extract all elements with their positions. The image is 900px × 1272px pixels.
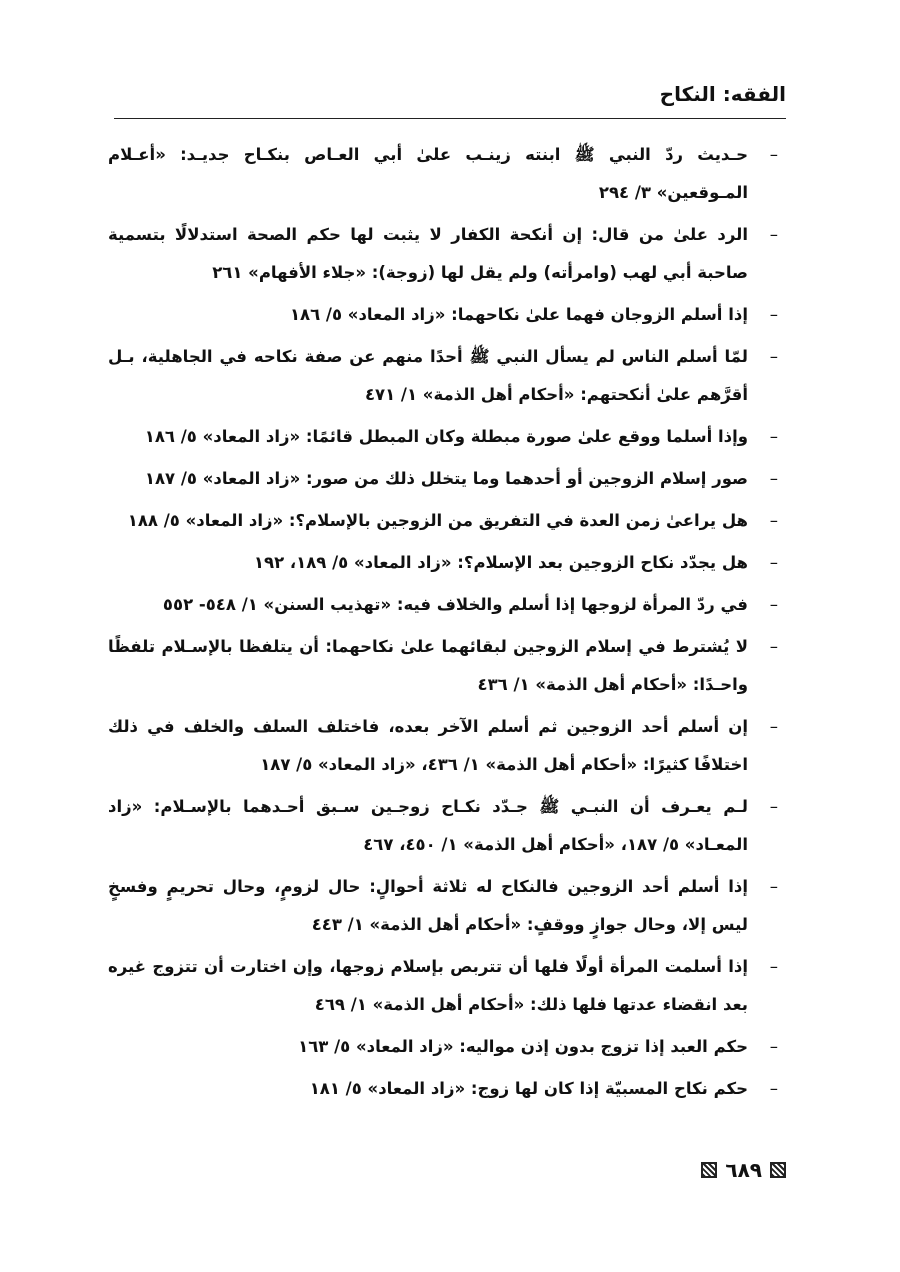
index-entry bbox=[108, 628, 778, 704]
index-entry-list bbox=[108, 136, 778, 1112]
entry-text: إذا أسلمت المرأة أولًا فلها أن تتربص بإسلام زوجها، وإن اختارت أن تتزوج غيره بعد انقضاء عدتها فلها ذلك: «أحكام أهل الذمة» ١/ ٤٦٩ bbox=[108, 957, 748, 1014]
bullet-dash: – bbox=[769, 469, 778, 488]
index-entry bbox=[108, 708, 778, 784]
entry-text: في ردّ المرأة لزوجها إذا أسلم والخلاف فيه: «تهذيب السنن» ١/ ٥٤٨- ٥٥٢ bbox=[162, 595, 748, 614]
bullet-dash: – bbox=[769, 305, 778, 324]
index-entry bbox=[108, 418, 778, 456]
bullet-dash: – bbox=[769, 1079, 778, 1098]
entry-text: صور إسلام الزوجين أو أحدهما وما يتخلل ذلك من صور: «زاد المعاد» ٥/ ١٨٧ bbox=[144, 469, 748, 488]
page-header bbox=[114, 82, 786, 118]
index-entry bbox=[108, 216, 778, 292]
index-entry bbox=[108, 502, 778, 540]
ornament-icon bbox=[770, 1162, 786, 1178]
entry-text: هل يجدّد نكاح الزوجين بعد الإسلام؟: «زاد المعاد» ٥/ ١٨٩، ١٩٢ bbox=[253, 553, 748, 572]
ornament-icon bbox=[701, 1162, 717, 1178]
bullet-dash: – bbox=[769, 957, 778, 976]
running-header-title: الفقه: النكاح bbox=[659, 82, 786, 106]
page-footer bbox=[701, 1155, 786, 1185]
bullet-dash: – bbox=[769, 225, 778, 244]
bullet-dash: – bbox=[769, 637, 778, 656]
entry-text: إن أسلم أحد الزوجين ثم أسلم الآخر بعده، فاختلف السلف والخلف في ذلك اختلافًا كثيرًا: «أحكام أهل الذمة» ١/ ٤٣٦، «زاد المعاد» ٥/ ١٨٧ bbox=[108, 717, 748, 774]
bullet-dash: – bbox=[769, 347, 778, 366]
entry-text: لـم يعـرف أن النبـي ﷺ جـدّد نكـاح زوجـين سـبق أحـدهما بالإسـلام: «زاد المعـاد» ٥/ ١٨٧، «أحكام أهل الذمة» ١/ ٤٥٠، ٤٦٧ bbox=[108, 797, 748, 854]
bullet-dash: – bbox=[769, 595, 778, 614]
entry-text: وإذا أسلما ووقع علىٰ صورة مبطلة وكان المبطل قائمًا: «زاد المعاد» ٥/ ١٨٦ bbox=[144, 427, 748, 446]
index-entry bbox=[108, 868, 778, 944]
index-entry bbox=[108, 948, 778, 1024]
entry-text: الرد علىٰ من قال: إن أنكحة الكفار لا يثبت لها حكم الصحة استدلالًا بتسمية صاحبة أبي لهب (وامرأته) ولم يقل لها (زوجة): «جلاء الأفهام» ٢٦١ bbox=[108, 225, 748, 282]
entry-text: هل يراعىٰ زمن العدة في التفريق من الزوجين بالإسلام؟: «زاد المعاد» ٥/ ١٨٨ bbox=[127, 511, 748, 530]
bullet-dash: – bbox=[769, 145, 778, 164]
bullet-dash: – bbox=[769, 717, 778, 736]
index-entry bbox=[108, 460, 778, 498]
index-entry bbox=[108, 296, 778, 334]
index-entry bbox=[108, 1028, 778, 1066]
bullet-dash: – bbox=[769, 1037, 778, 1056]
bullet-dash: – bbox=[769, 511, 778, 530]
page-number: ٦٨٩ bbox=[725, 1158, 762, 1182]
entry-text: إذا أسلم أحد الزوجين فالنكاح له ثلاثة أحوالٍ: حال لزومٍ، وحال تحريمٍ وفسخٍ ليس إلا، وحال جوازٍ ووقفٍ: «أحكام أهل الذمة» ١/ ٤٤٣ bbox=[108, 877, 748, 934]
bullet-dash: – bbox=[769, 553, 778, 572]
index-entry bbox=[108, 1070, 778, 1108]
bullet-dash: – bbox=[769, 877, 778, 896]
index-entry bbox=[108, 788, 778, 864]
entry-text: حـديث ردّ النبي ﷺ ابنته زينـب علىٰ أبي العـاص بنكـاح جديـد: «أعـلام المـوقعين» ٣/ ٢٩٤ bbox=[108, 145, 748, 202]
header-rule bbox=[114, 118, 786, 119]
index-entry bbox=[108, 586, 778, 624]
entry-text: إذا أسلم الزوجان فهما علىٰ نكاحهما: «زاد المعاد» ٥/ ١٨٦ bbox=[289, 305, 748, 324]
bullet-dash: – bbox=[769, 797, 778, 816]
index-entry bbox=[108, 136, 778, 212]
entry-text: لمّا أسلم الناس لم يسأل النبي ﷺ أحدًا منهم عن صفة نكاحه في الجاهلية، بـل أقرَّهم علىٰ أنكحتهم: «أحكام أهل الذمة» ١/ ٤٧١ bbox=[108, 347, 748, 404]
index-entry bbox=[108, 544, 778, 582]
entry-text: حكم العبد إذا تزوج بدون إذن مواليه: «زاد المعاد» ٥/ ١٦٣ bbox=[298, 1037, 748, 1056]
entry-text: لا يُشترط في إسلام الزوجين لبقائهما علىٰ نكاحهما: أن يتلفظا بالإسـلام تلفظًا واحـدًا: «أحكام أهل الذمة» ١/ ٤٣٦ bbox=[108, 637, 748, 694]
bullet-dash: – bbox=[769, 427, 778, 446]
entry-text: حكم نكاح المسبيّة إذا كان لها زوج: «زاد المعاد» ٥/ ١٨١ bbox=[309, 1079, 748, 1098]
index-entry bbox=[108, 338, 778, 414]
